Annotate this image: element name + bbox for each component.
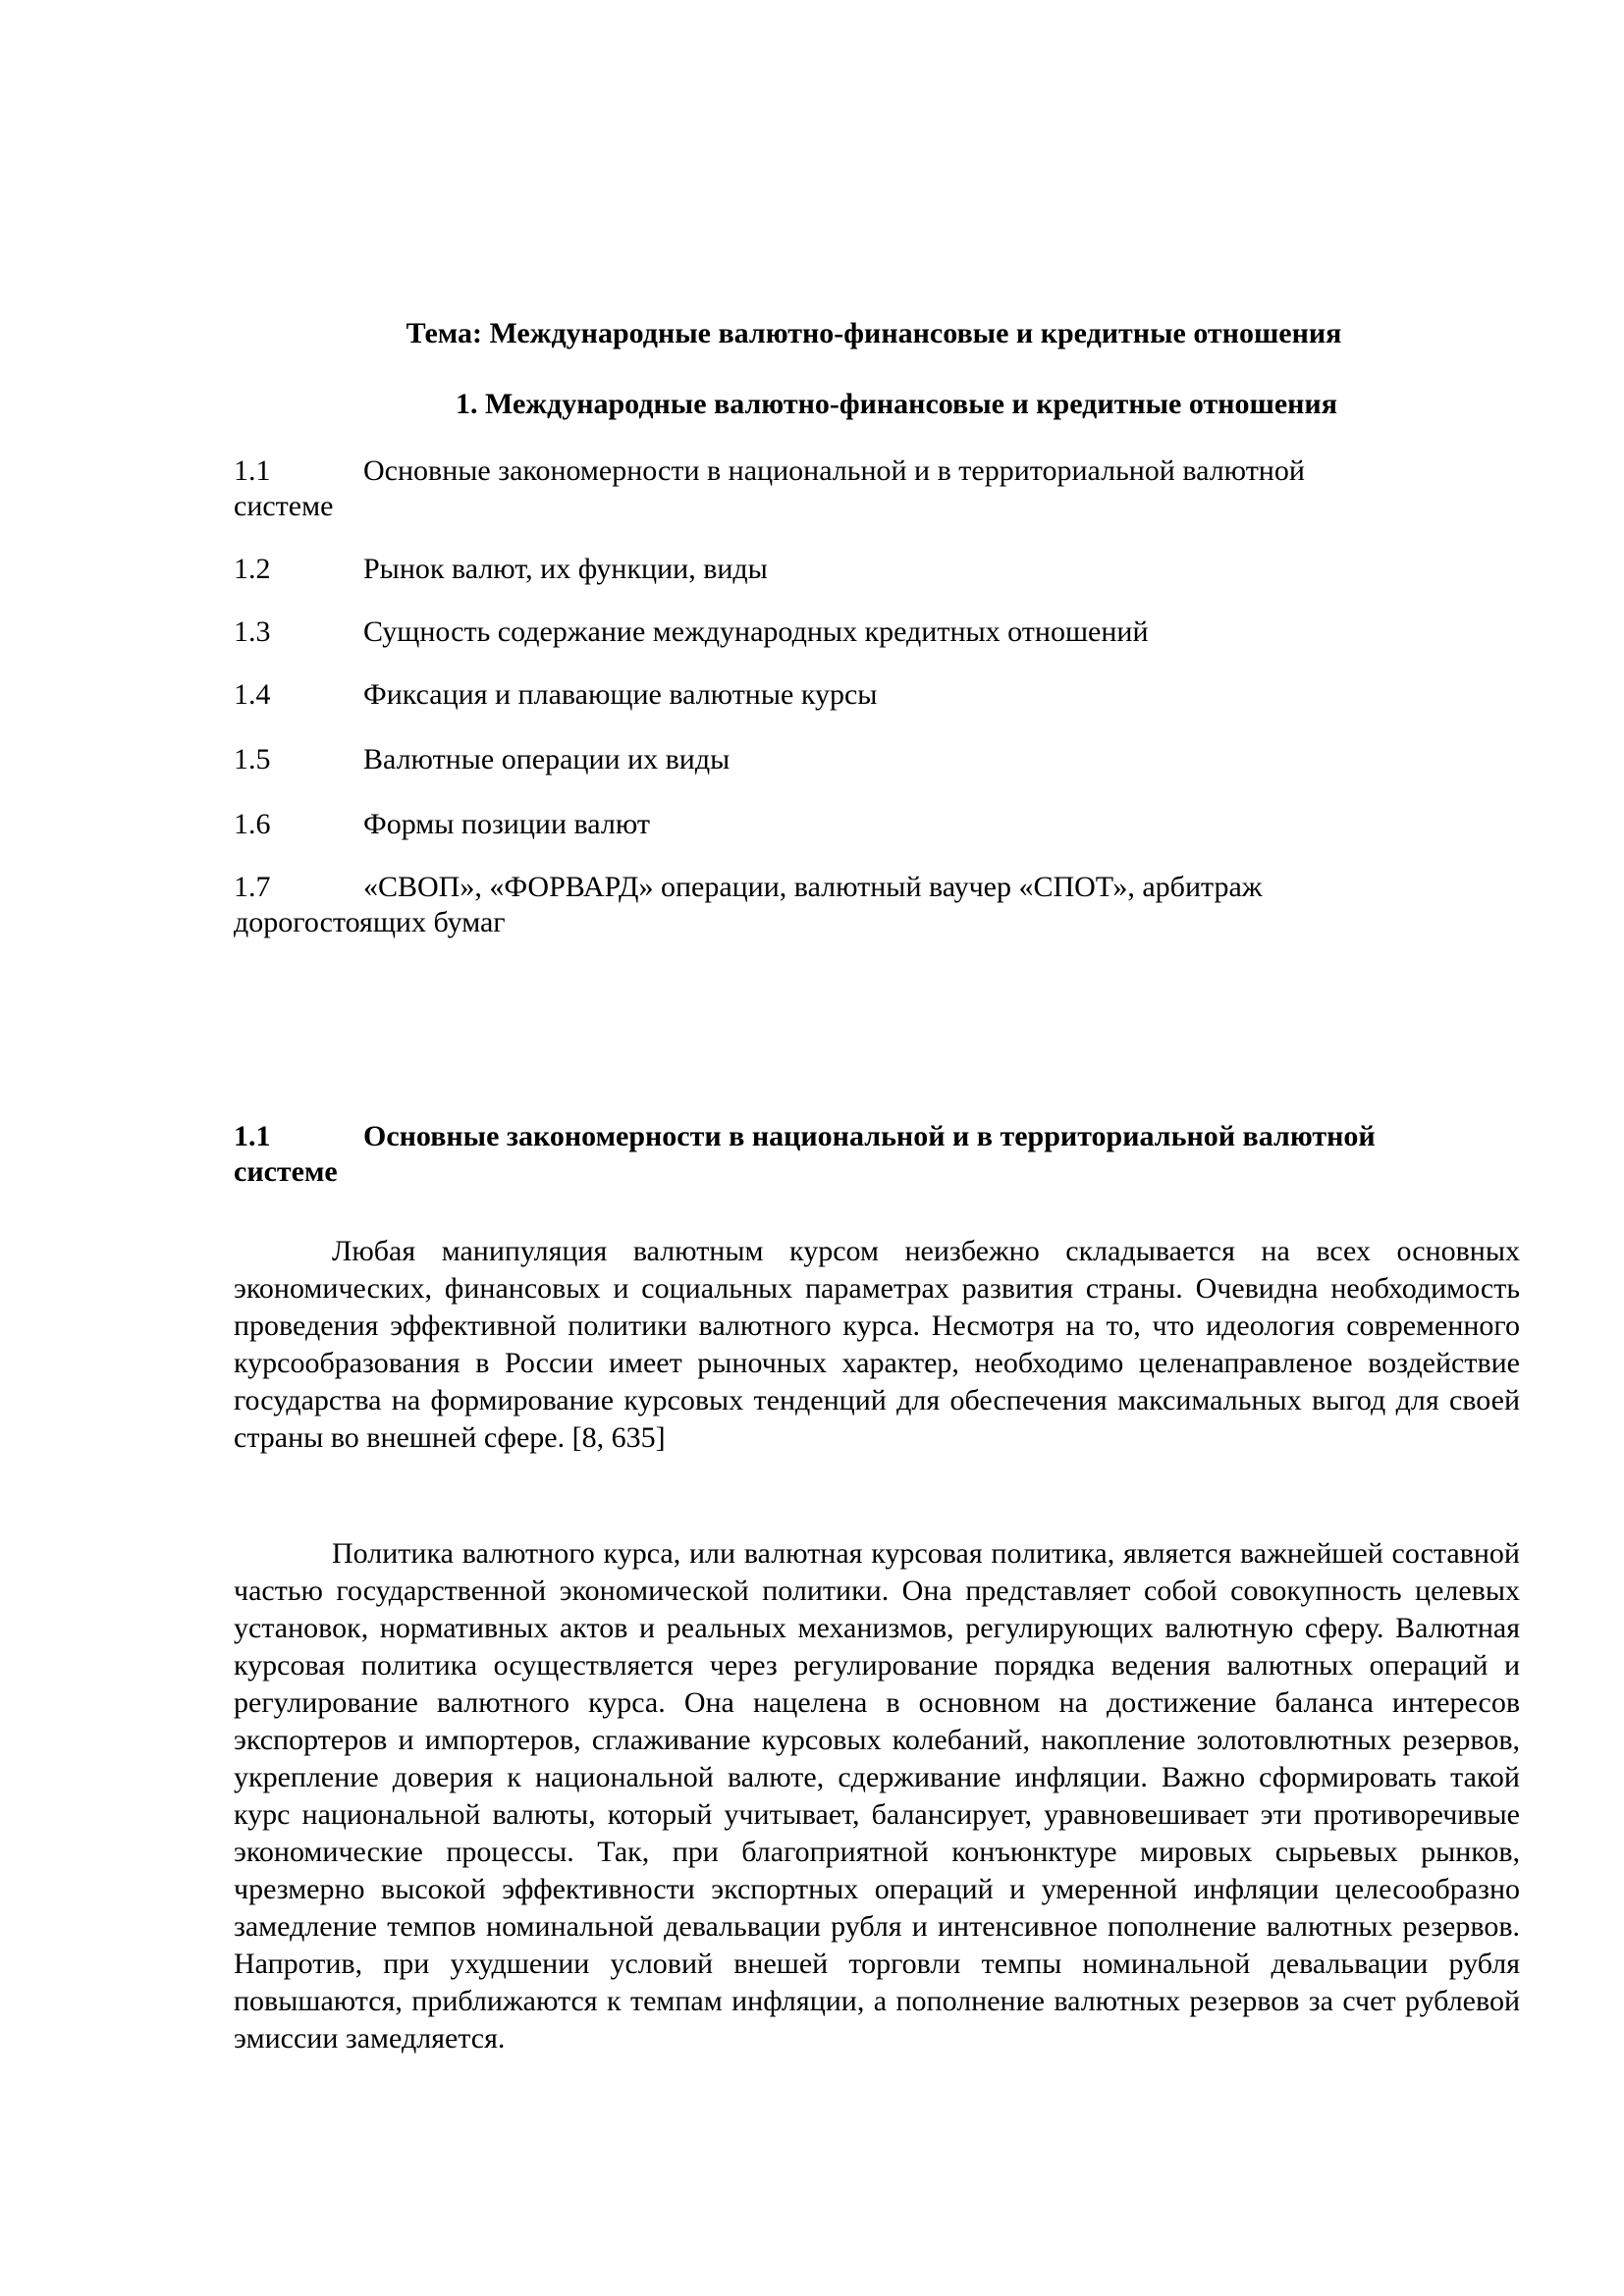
toc-item-1-7 [234, 870, 1520, 940]
toc-text: Сущность содержание международных кредитных отношений [363, 615, 1149, 648]
section-title: 1. Международные валютно-финансовые и кредитные отношения [456, 388, 1337, 420]
toc-number: 1.3 [234, 615, 271, 648]
body-paragraph: Любая манипуляция валютным курсом неизбежно складывается на всех основных экономических, финансовых и социальных параметрах развития страны. Очевидна необходимость проведения эффективной политики валютного курса. Несмотря на то, что идеология современного курсообразования в России имеет рыночных характер, необходимо целенаправленое воздействие государства на формирование курсовых тенденций для обеспечения максимальных выгод для своей страны во внешней сфере. [8, 635] [234, 1235, 1520, 1454]
toc-item-1-5 [234, 742, 1520, 777]
subsection-heading [234, 1119, 1520, 1190]
toc-number: 1.5 [234, 743, 271, 775]
toc-item-1-1 [234, 454, 1520, 524]
toc-number: 1.6 [234, 808, 271, 840]
toc-text-continuation: системе [234, 490, 334, 522]
toc-item-1-6 [234, 807, 1520, 842]
toc-text: Формы позиции валют [363, 808, 650, 840]
document-title: Тема: Международные валютно-финансовые и кредитные отношения [406, 317, 1342, 349]
toc-text: Основные закономерности в национальной и в территориальной валютной [363, 454, 1305, 487]
toc-text-continuation: дорогостоящих бумаг [234, 906, 506, 938]
toc-item-1-2 [234, 552, 1520, 587]
toc-number: 1.7 [234, 871, 271, 903]
toc-text: Фиксация и плавающие валютные курсы [363, 678, 878, 711]
subsection-number: 1.1 [234, 1120, 271, 1152]
subsection-text-continuation: системе [234, 1155, 338, 1188]
toc-number: 1.4 [234, 678, 271, 711]
subsection-text: Основные закономерности в национальной и в территориальной валютной [363, 1120, 1376, 1152]
toc-number: 1.2 [234, 553, 271, 585]
toc-item-1-4 [234, 677, 1520, 713]
toc-number: 1.1 [234, 454, 271, 487]
toc-text: Валютные операции их виды [363, 743, 731, 775]
toc-item-1-3 [234, 614, 1520, 650]
toc-text: «СВОП», «ФОРВАРД» операции, валютный ваучер «СПОТ», арбитраж [363, 871, 1263, 903]
body-paragraph: Политика валютного курса, или валютная курсовая политика, является важнейшей составной частью государственной экономической политики. Она представляет собой совокупность целевых установок, нормативных актов и реальных механизмов, регулирующих валютную сферу. Валютная курсовая политика осуществляется через регулирование порядка ведения валютных операций и регулирование валютного курса. Она нацелена в основном на достижение баланса интересов экспортеров и импортеров, сглаживание курсовых колебаний, накопление золотовлютных резервов, укрепление доверия к национальной валюте, сдерживание инфляции. Важно сформировать такой курс национальной валюты, который учитывает, балансирует, уравновешивает эти противоречивые экономические процессы. Так, при благоприятной конъюнктуре мировых сырьевых рынков, чрезмерно высокой эффективности экспортных операций и умеренной инфляции целесообразно замедление темпов номинальной девальвации рубля и интенсивное пополнение валютных резервов. Напротив, при ухудшении условий внешей торговли темпы номинальной девальвации рубля повышаются, приближаются к темпам инфляции, а пополнение валютных резервов за счет рублевой эмиссии замедляется. [234, 1537, 1520, 2055]
toc-text: Рынок валют, их функции, виды [363, 553, 768, 585]
